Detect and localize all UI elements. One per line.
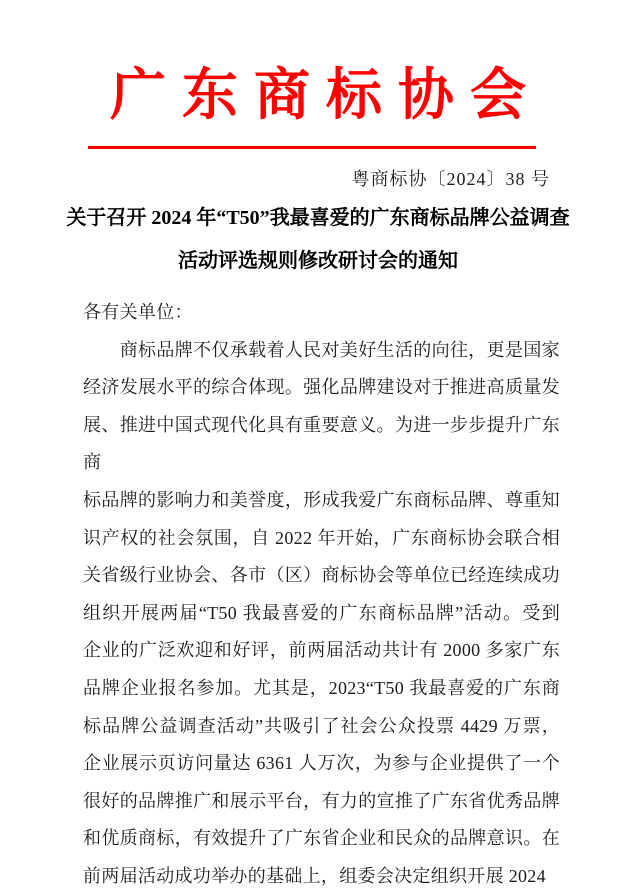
body-text-line: 识产权的社会氛围，自 2022 年开始，广东商标协会联合相	[83, 527, 560, 548]
body-text-line: 和优质商标，有效提升了广东省企业和民众的品牌意识。在	[83, 828, 560, 849]
body-text-line: 企业展示页访问量达 6361 人万次，为参与企业提供了一个	[83, 753, 560, 774]
body-text-line: 前两届活动成功举办的基础上，组委会决定组织开展 2024	[83, 865, 546, 886]
document-title-line1: 关于召开 2024 年“T50”我最喜爱的广东商标品牌公益调查	[66, 207, 570, 229]
body-text-line: 展、推进中国式现代化具有重要意义。为进一步步提升广东商	[83, 414, 560, 473]
document-title-line2: 活动评选规则修改研讨会的通知	[178, 250, 458, 272]
salutation: 各有关单位：	[83, 302, 193, 322]
document-title	[40, 197, 596, 283]
body-text-line: 商标品牌不仅承载着人民对美好生活的向往，更是国家	[83, 339, 560, 360]
body-paragraph	[83, 332, 560, 896]
body-text-line: 关省级行业协会、各市（区）商标协会等单位已经连续成功	[83, 565, 560, 586]
body-text-line: 标品牌公益调查活动”共吸引了社会公众投票 4429 万票，	[83, 715, 560, 736]
body-text-line: 很好的品牌推广和展示平台，有力的宣推了广东省优秀品牌	[83, 790, 560, 811]
body-text-line: 品牌企业报名参加。尤其是，2023“T50 我最喜爱的广东商	[83, 677, 560, 698]
body-text-line: 组织开展两届“T50 我最喜爱的广东商标品牌”活动。受到	[83, 602, 560, 623]
org-name-header: 广东商标协会	[110, 65, 542, 127]
body-text-line: 经济发展水平的综合体现。强化品牌建设对于推进高质量发	[83, 377, 560, 398]
red-divider-line	[88, 146, 536, 149]
body-text-line: 企业的广泛欢迎和好评，前两届活动共计有 2000 多家广东	[83, 640, 560, 661]
body-text-line: 标品牌的影响力和美誉度，形成我爱广东商标品牌、尊重知	[83, 489, 560, 510]
doc-number: 粤商标协〔2024〕38 号	[351, 169, 550, 189]
notice-body	[83, 294, 560, 896]
